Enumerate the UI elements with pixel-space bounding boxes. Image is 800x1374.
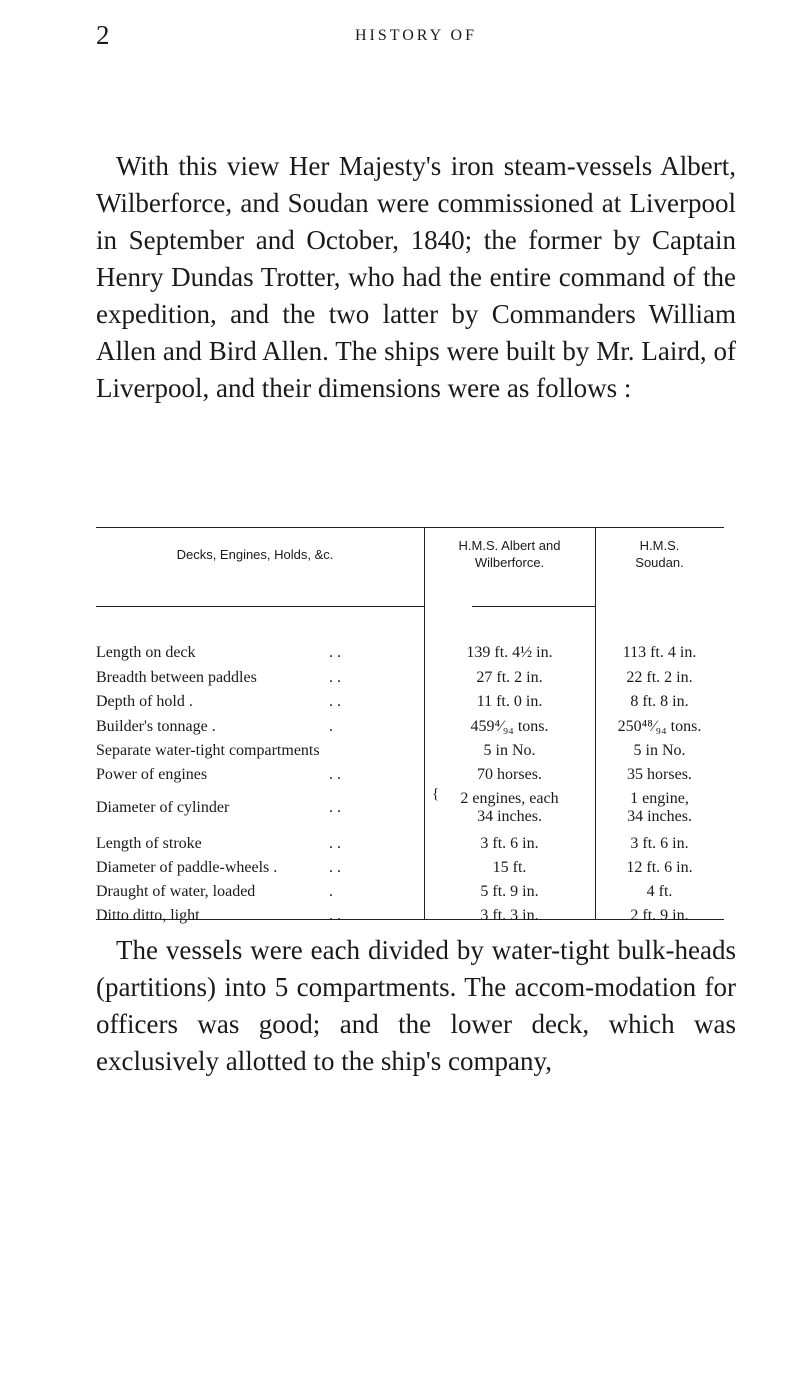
soudan-value: 12 ft. 6 in. (626, 859, 693, 876)
row-label: Diameter of cylinder (96, 799, 230, 816)
row-label: Length of stroke (96, 835, 202, 852)
header-albert (424, 537, 595, 571)
row-label: Separate water-tight compartments (96, 742, 320, 759)
row-label: Depth of hold . (96, 693, 193, 710)
closing-paragraph: The vessels were each divided by water-tight bulk-heads (partitions) into 5 compartments. The accom-modation for officers was good; and the lower deck, which was exclusively allotted to the ship's company, (96, 935, 736, 1076)
table-top-rule (96, 527, 724, 528)
row-label: Diameter of paddle-wheels . (96, 859, 278, 876)
brace-symbol: { (432, 786, 440, 802)
header-albert-line1: H.M.S. Albert and (458, 538, 561, 553)
albert-value: 70 horses. (477, 766, 542, 783)
albert-value-line2: 34 inches. (477, 808, 542, 825)
albert-value: 139 ft. 4½ in. (466, 644, 553, 661)
running-head: HISTORY OF (354, 27, 478, 44)
albert-value: 15 ft. (492, 859, 527, 876)
soudan-value-line1: 1 engine, (630, 790, 689, 807)
albert-value: 5 ft. 9 in. (480, 883, 539, 900)
leader-dots: . . (329, 644, 341, 661)
row-label: Length on deck (96, 644, 196, 661)
dimensions-table (96, 516, 724, 924)
header-item: Decks, Engines, Holds, &c. (176, 547, 334, 562)
page-header (96, 20, 736, 50)
soudan-value: 8 ft. 8 in. (630, 693, 689, 710)
soudan-value: 5 in No. (633, 742, 686, 759)
intro-paragraph: With this view Her Majesty's iron steam-vessels Albert, Wilberforce, and Soudan were commissioned at Liverpool in September and October, 1840; the former by Captain Henry Dundas Trotter, who had the entire command of the expedition, and the two latter by Commanders William Allen and Bird Allen. The ships were built by Mr. Laird, of Liverpool, and their dimensions were as follows : (96, 151, 736, 403)
row-label: Draught of water, loaded (96, 883, 256, 900)
row-label: Breadth between paddles (96, 669, 257, 686)
header-rule-left (96, 606, 424, 607)
soudan-value: 113 ft. 4 in. (622, 644, 697, 661)
row-label: Builder's tonnage . (96, 718, 216, 735)
header-albert-line2: Wilberforce. (474, 555, 545, 570)
albert-value: 27 ft. 2 in. (476, 669, 543, 686)
leader-dots: . . (329, 835, 341, 852)
row-label: Power of engines (96, 766, 208, 783)
albert-value: 3 ft. 3 in. (480, 907, 539, 924)
leader-dots: . (329, 718, 333, 735)
soudan-value-line2: 34 inches. (627, 808, 692, 825)
albert-value: 459⁴⁄₉₄ tons. (470, 718, 549, 735)
albert-value: 11 ft. 0 in. (476, 693, 543, 710)
albert-value: 3 ft. 6 in. (480, 835, 539, 852)
soudan-value: 250⁴⁸⁄₉₄ tons. (617, 718, 702, 735)
leader-dots: . . (329, 799, 341, 816)
header-soudan-line2: Soudan. (635, 555, 684, 570)
leader-dots: . . (329, 859, 341, 876)
leader-dots: . . (329, 669, 341, 686)
page-number: 2 (96, 20, 110, 50)
row-label: Ditto ditto, light (96, 907, 200, 924)
header-soudan-line1: H.M.S. (639, 538, 680, 553)
soudan-value: 35 horses. (627, 766, 692, 783)
albert-value (424, 786, 595, 826)
header-rule-middle (472, 606, 595, 607)
soudan-value: 22 ft. 2 in. (626, 669, 693, 686)
leader-dots: . . (329, 766, 341, 783)
soudan-value: 2 ft. 9 in. (630, 907, 689, 924)
albert-value: 5 in No. (483, 742, 536, 759)
soudan-value: 3 ft. 6 in. (630, 835, 689, 852)
leader-dots: . . (329, 907, 341, 924)
albert-value-line1: 2 engines, each (460, 790, 559, 807)
soudan-value: 4 ft. (646, 883, 673, 900)
leader-dots: . . (329, 693, 341, 710)
header-soudan (595, 537, 724, 571)
leader-dots: . (329, 883, 333, 900)
soudan-value (595, 790, 724, 826)
